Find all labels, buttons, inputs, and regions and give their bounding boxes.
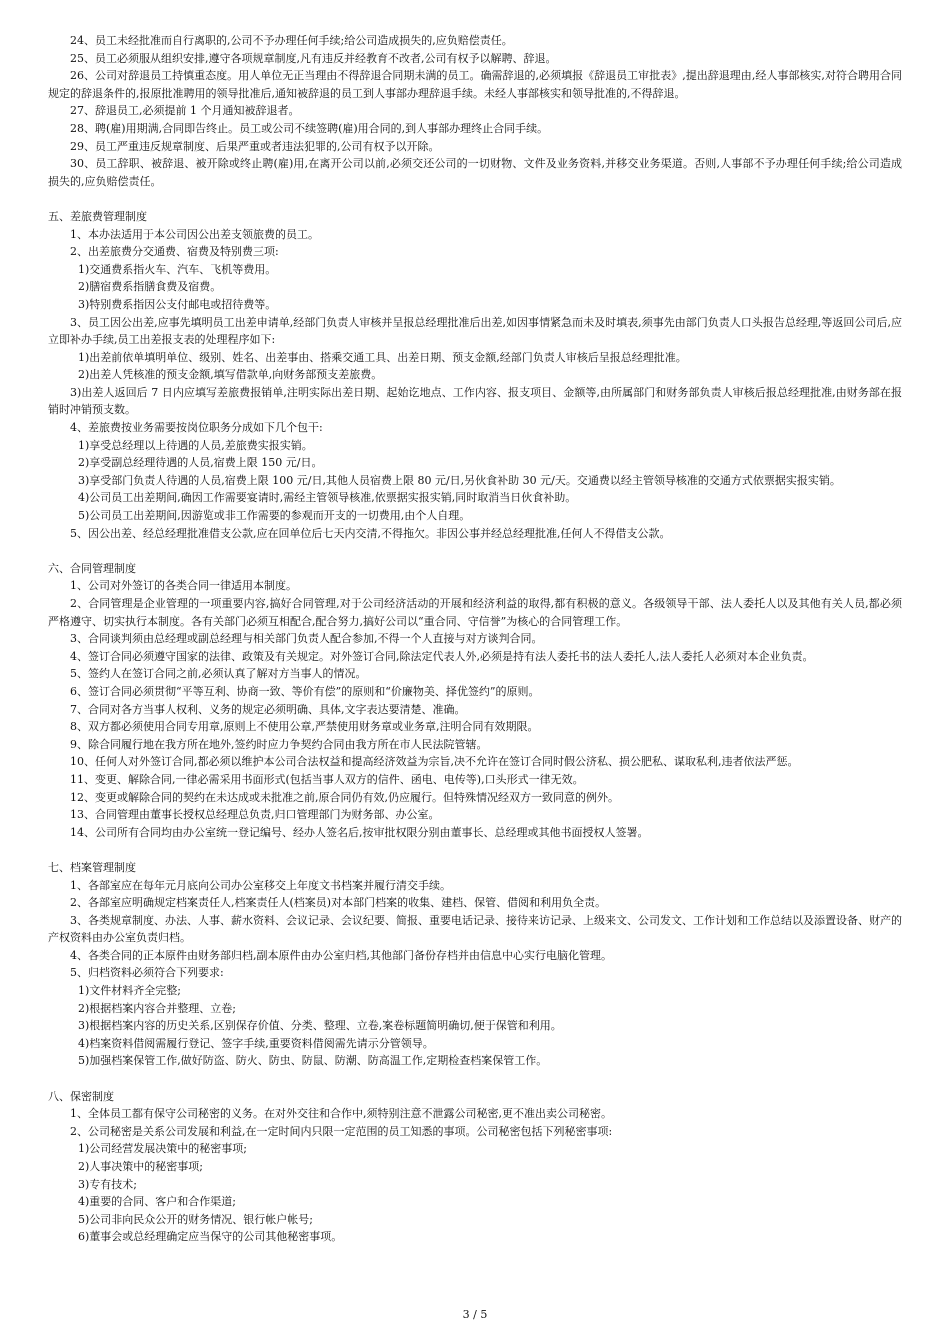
paragraph-line: 4、差旅费按业务需要按岗位职务分成如下几个包干:: [70, 421, 323, 435]
section-heading: 八、保密制度: [48, 1089, 114, 1103]
paragraph-line: 6、签订合同必须贯彻“平等互利、协商一致、等价有偿”的原则和“价廉物美、择优签约”的原则。: [70, 684, 540, 698]
paragraph-line: 5)加强档案保管工作,做好防盗、防火、防虫、防鼠、防潮、防高温工作,定期检查档案保管工作。: [78, 1054, 548, 1068]
paragraph-line: 1)交通费系指火车、汽车、飞机等费用。: [78, 262, 277, 276]
paragraph-line: 3)根据档案内容的历史关系,区别保存价值、分类、整理、立卷,案卷标题简明确切,便于保管和利用。: [78, 1019, 562, 1033]
paragraph-line: 2)膳宿费系指膳食费及宿费。: [78, 280, 222, 294]
paragraph-line: 4、各类合同的正本原件由财务部归档,副本原件由办公室归档,其他部门备份存档并由信息中心实行电脑化管理。: [70, 948, 612, 962]
paragraph-line: 26、公司对辞退员工持慎重态度。用人单位无正当理由不得辞退合同期未满的员工。确需辞退的,必须填报《辞退员工审批表》,提出辞退理由,经人事部核实,对符合聘用合同规定的辞退条件的,报原批准聘用的领导批准后,通知被辞退的员工到人事部办理辞退手续。未经人事部核实和领导批准的,不得辞退。: [48, 69, 902, 100]
paragraph-line: 3、合同谈判须由总经理或副总经理与相关部门负责人配合参加,不得一个人直接与对方谈判合同。: [70, 632, 543, 646]
paragraph-line: 2)享受副总经理待遇的人员,宿费上限 150 元/日。: [78, 456, 323, 470]
paragraph-line: 2、合同管理是企业管理的一项重要内容,搞好合同管理,对于公司经济活动的开展和经济利益的取得,都有积极的意义。各级领导干部、法人委托人以及其他有关人员,都必须严格遵守、切实执行本制度。各有关部门必须互相配合,配合努力,搞好公司以“重合同、守信誉”为核心的合同管理工作。: [48, 597, 902, 628]
paragraph-line: 5、签约人在签订合同之前,必须认真了解对方当事人的情况。: [70, 667, 367, 681]
paragraph-line: 24、员工未经批准而自行离职的,公司不予办理任何手续;给公司造成损失的,应负赔偿责任。: [70, 34, 513, 47]
paragraph-line: 9、除合同履行地在我方所在地外,签约时应力争契约合同由我方所在市人民法院管辖。: [70, 737, 488, 751]
paragraph-line: 1)文件材料齐全完整;: [78, 984, 181, 998]
paragraph-line: 2、各部室应明确规定档案责任人,档案责任人(档案员)对本部门档案的收集、建档、保管、借阅和利用负全责。: [70, 896, 607, 910]
document-body: [48, 32, 902, 1246]
paragraph-line: 2、出差旅费分交通费、宿费及特别费三项:: [70, 245, 279, 259]
paragraph-line: 27、辞退员工,必须提前 1 个月通知被辞退者。: [70, 104, 300, 118]
paragraph-line: 3)享受部门负责人待遇的人员,宿费上限 100 元/日,其他人员宿费上限 80 元/日,另伙食补助 30 元/天。交通费以经主管领导核准的交通方式依票据实报实销。: [78, 473, 841, 487]
paragraph-line: 4)公司员工出差期间,确因工作需要宴请时,需经主管领导核准,依票据实报实销,同时取消当日伙食补助。: [78, 491, 577, 505]
paragraph-line: 30、员工辞职、被辞退、被开除或终止聘(雇)用,在离开公司以前,必须交还公司的一切财物、文件及业务资料,并移交业务渠道。否则,人事部不予办理任何手续;给公司造成损失的,应负赔偿责任。: [48, 157, 902, 188]
paragraph-line: 6)董事会或总经理确定应当保守的公司其他秘密事项。: [78, 1230, 343, 1244]
paragraph-line: 2)出差人凭核准的预支金额,填写借款单,向财务部预支差旅费。: [78, 368, 383, 382]
paragraph-line: 4、签订合同必须遵守国家的法律、政策及有关规定。对外签订合同,除法定代表人外,必须是持有法人委托书的法人委托人,法人委托人必须对本企业负责。: [70, 649, 814, 663]
paragraph-line: 1、本办法适用于本公司因公出差支领旅费的员工。: [70, 227, 319, 241]
paragraph-line: 29、员工严重违反规章制度、后果严重或者违法犯罪的,公司有权予以开除。: [70, 139, 440, 153]
paragraph-line: 1、各部室应在每年元月底向公司办公室移交上年度文书档案并履行清交手续。: [70, 878, 451, 892]
section-heading: 五、差旅费管理制度: [48, 209, 147, 223]
paragraph-line: 2)根据档案内容合并整理、立卷;: [78, 1001, 236, 1015]
paragraph-line: 2、公司秘密是关系公司发展和利益,在一定时间内只限一定范围的员工知悉的事项。公司秘密包括下列秘密事项:: [70, 1124, 613, 1138]
paragraph-line: 3、员工因公出差,应事先填明员工出差申请单,经部门负责人审核并呈报总经理批准后出差,如因事情紧急而未及时填表,须事先由部门负责人口头报告总经理,等返回公司后,应立即补办手续,员工出差报支表的处理程序如下:: [48, 315, 902, 347]
paragraph-line: 3)专有技术;: [78, 1177, 137, 1191]
paragraph-line: 3)特别费系指因公支付邮电或招待费等。: [78, 297, 277, 311]
paragraph-line: 1)出差前依单填明单位、级别、姓名、出差事由、搭乘交通工具、出差日期、预支金额,经部门负责人审核后呈报总经理批准。: [78, 350, 687, 364]
section-heading: 六、合同管理制度: [48, 561, 136, 575]
paragraph-line: 1)公司经营发展决策中的秘密事项;: [78, 1142, 247, 1156]
paragraph-line: 7、合同对各方当事人权利、义务的规定必须明确、具体,文字表达要清楚、准确。: [70, 702, 466, 716]
paragraph-line: 14、公司所有合同均由办公室统一登记编号、经办人签名后,按审批权限分别由董事长、总经理或其他书面授权人签署。: [70, 825, 649, 839]
paragraph-line: 12、变更或解除合同的契约在未达成或未批准之前,原合同仍有效,仍应履行。但特殊情况经双方一致同意的例外。: [70, 790, 619, 804]
paragraph-line: 4)档案资料借阅需履行登记、签字手续,重要资料借阅需先请示分管领导。: [78, 1036, 434, 1050]
paragraph-line: 28、聘(雇)用期满,合同即告终止。员工或公司不续签聘(雇)用合同的,到人事部办理终止合同手续。: [70, 121, 549, 135]
paragraph-line: 1、全体员工都有保守公司秘密的义务。在对外交往和合作中,须特别注意不泄露公司秘密,更不准出卖公司秘密。: [70, 1107, 612, 1121]
paragraph-line: 2)人事决策中的秘密事项;: [78, 1160, 203, 1173]
paragraph-line: 5)公司员工出差期间,因游览或非工作需要的参观而开支的一切费用,由个人自理。: [78, 509, 471, 523]
paragraph-line: 5、归档资料必须符合下列要求:: [70, 966, 224, 980]
paragraph-line: 4)重要的合同、客户和合作渠道;: [78, 1195, 236, 1209]
paragraph-line: 10、任何人对外签订合同,都必须以维护本公司合法权益和提高经济效益为宗旨,决不允许在签订合同时假公济私、损公肥私、谋取私利,违者依法严惩。: [70, 755, 799, 769]
paragraph-line: 13、合同管理由董事长授权总经理总负责,归口管理部门为财务部、办公室。: [70, 808, 440, 822]
paragraph-line: 8、双方都必须使用合同专用章,原则上不使用公章,严禁使用财务章或业务章,注明合同有效期限。: [70, 720, 539, 734]
paragraph-line: 25、员工必须服从组织安排,遵守各项规章制度,凡有违反并经教育不改者,公司有权予以解聘、辞退。: [70, 51, 557, 65]
page-number: 3 / 5: [462, 1308, 488, 1321]
paragraph-line: 5、因公出差、经总经理批准借支公款,应在回单位后七天内交清,不得拖欠。非因公事并经总经理批准,任何人不得借支公款。: [70, 526, 671, 540]
paragraph-line: 3)出差人返回后 7 日内应填写差旅费报销单,注明实际出差日期、起始讫地点、工作内容、报支项目、金额等,由所属部门和财务部负责人审核后报总经理批准,由财务部在报销时冲销预支数。: [48, 385, 902, 417]
paragraph-line: 11、变更、解除合同,一律必需采用书面形式(包括当事人双方的信件、函电、电传等),口头形式一律无效。: [70, 772, 584, 786]
section-heading: 七、档案管理制度: [48, 860, 136, 874]
paragraph-line: 3、各类规章制度、办法、人事、薪水资料、会议记录、会议纪要、简报、重要电话记录、接待来访记录、上级来文、公司发文、工作计划和工作总结以及添置设备、财产的产权资料由办公室负责归档。: [48, 913, 902, 945]
paragraph-line: 1)享受总经理以上待遇的人员,差旅费实报实销。: [78, 438, 313, 452]
paragraph-line: 5)公司非向民众公开的财务情况、银行帐户帐号;: [78, 1212, 313, 1226]
paragraph-line: 1、公司对外签订的各类合同一律适用本制度。: [70, 579, 297, 593]
